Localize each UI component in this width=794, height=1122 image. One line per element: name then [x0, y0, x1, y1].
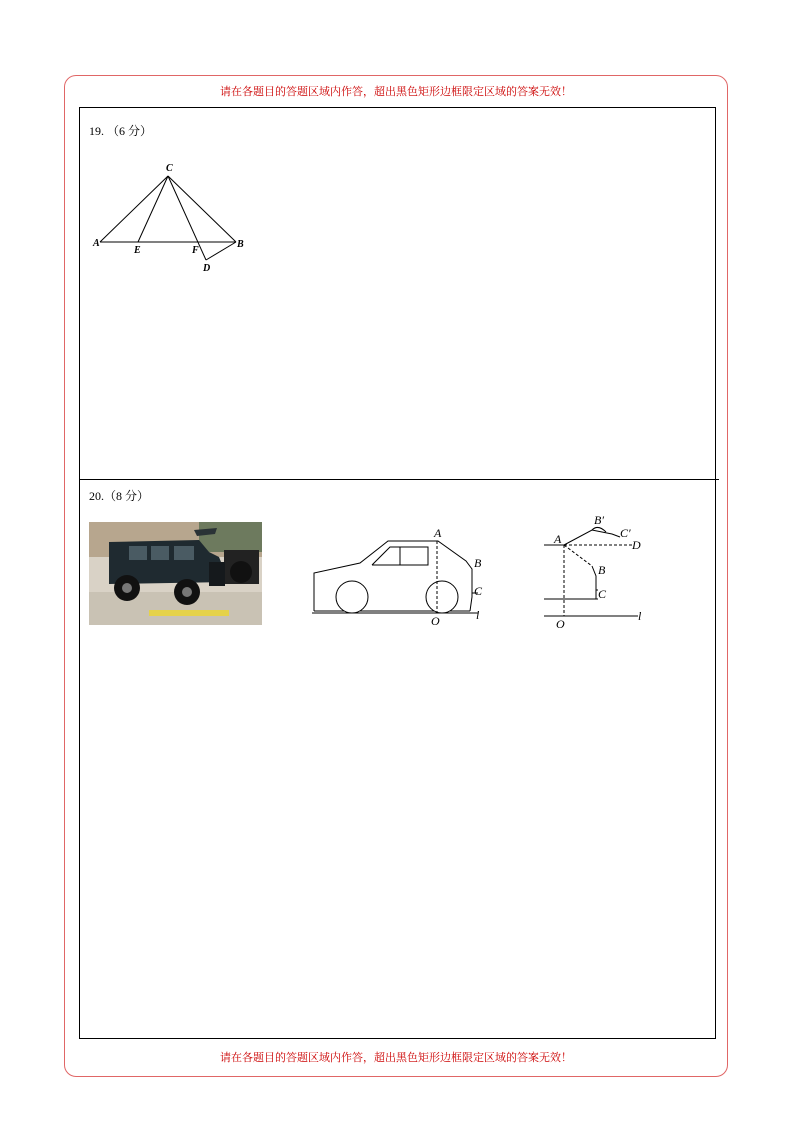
door-point-b-prime: B′: [594, 513, 604, 527]
point-c-label: C: [166, 163, 173, 174]
point-a-label: A: [93, 238, 100, 249]
question-19-label: 19. （6 分）: [89, 124, 153, 138]
car-line-l: l: [476, 608, 480, 622]
question-divider: [79, 479, 719, 480]
door-point-c: C: [598, 587, 607, 601]
car-point-b: B: [474, 556, 482, 570]
suv-photo: [89, 522, 262, 625]
bottom-notice: 请在各题目的答题区域内作答，超出黑色矩形边框限定区域的答案无效！: [220, 1051, 572, 1064]
door-point-c-prime: C′: [620, 526, 631, 540]
question-20-label: 20.（8 分）: [89, 489, 150, 503]
triangle-figure: [88, 158, 258, 276]
door-point-a: A: [554, 532, 562, 546]
door-point-d: D: [632, 538, 641, 552]
car-point-c: C: [474, 584, 483, 598]
car-diagram: [310, 525, 490, 630]
point-d-label: D: [203, 263, 211, 274]
car-point-o: O: [431, 614, 440, 628]
point-b-label: B: [237, 239, 244, 250]
top-notice: 请在各题目的答题区域内作答，超出黑色矩形边框限定区域的答案无效！: [220, 85, 572, 98]
point-e-label: E: [134, 245, 141, 256]
car-point-a: A: [434, 526, 442, 540]
door-point-b: B: [598, 563, 606, 577]
door-point-o: O: [556, 617, 565, 630]
point-f-label: F: [192, 245, 199, 256]
trunk-door-diagram: [540, 510, 650, 630]
door-line-l: l: [638, 609, 642, 623]
